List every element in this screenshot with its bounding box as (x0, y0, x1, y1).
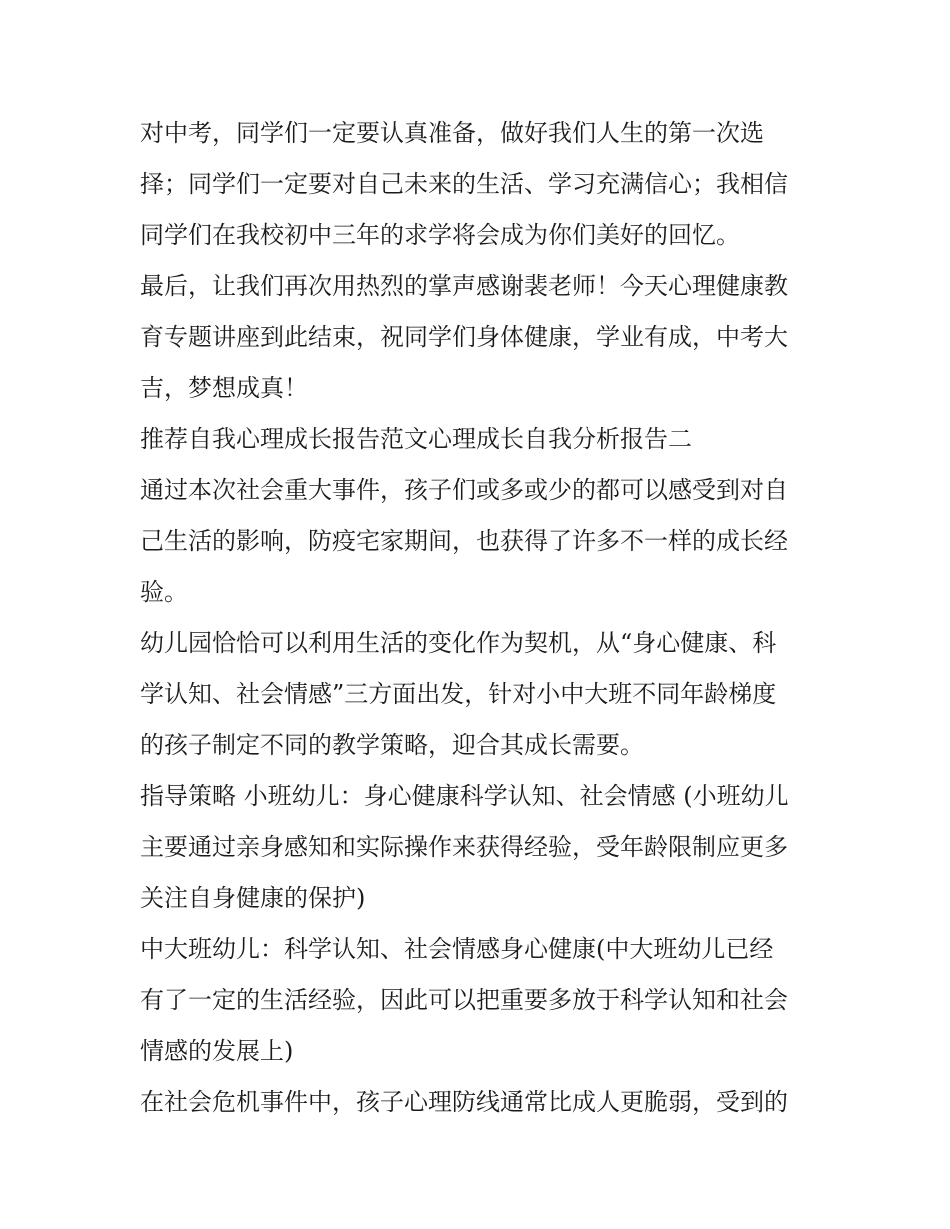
text-line: 吉，梦想成真！ (140, 374, 308, 402)
text-line: 同学们在我校初中三年的求学将会成为你们美好的回忆。 (140, 221, 740, 249)
text-line: 的孩子制定不同的教学策略，迎合其成长需要。 (140, 731, 644, 759)
text-line: 最后，让我们再次用热烈的掌声感谢裴老师！今天心理健康教 (140, 272, 788, 300)
text-line: 对中考，同学们一定要认真准备，做好我们人生的第一次选 (140, 119, 764, 147)
text-line: 验。 (140, 578, 188, 606)
text-line: 己生活的影响，防疫宅家期间，也获得了许多不一样的成长经 (140, 527, 788, 555)
text-line: 育专题讲座到此结束，祝同学们身体健康，学业有成，中考大 (140, 323, 788, 351)
text-line: 关注自身健康的保护) (140, 884, 366, 912)
text-line: 中大班幼儿：科学认知、社会情感身心健康(中大班幼儿已经 (140, 935, 774, 963)
text-line: 幼儿园恰恰可以利用生活的变化作为契机，从“身心健康、科 (140, 629, 777, 657)
text-line: 择；同学们一定要对自己未来的生活、学习充满信心；我相信 (140, 170, 788, 198)
text-line: 通过本次社会重大事件，孩子们或多或少的都可以感受到对自 (140, 476, 788, 504)
text-line: 指导策略 小班幼儿：身心健康科学认知、社会情感 (小班幼儿 (140, 782, 789, 810)
document-body (140, 108, 820, 1128)
text-line: 学认知、社会情感”三方面出发，针对小中大班不同年龄梯度 (140, 680, 777, 708)
text-line: 主要通过亲身感知和实际操作来获得经验，受年龄限制应更多 (140, 833, 788, 861)
section-heading: 推荐自我心理成长报告范文心理成长自我分析报告二 (140, 425, 692, 453)
text-line: 情感的发展上) (140, 1037, 294, 1065)
text-line: 有了一定的生活经验，因此可以把重要多放于科学认知和社会 (140, 986, 788, 1014)
text-line: 在社会危机事件中，孩子心理防线通常比成人更脆弱，受到的 (140, 1088, 788, 1116)
